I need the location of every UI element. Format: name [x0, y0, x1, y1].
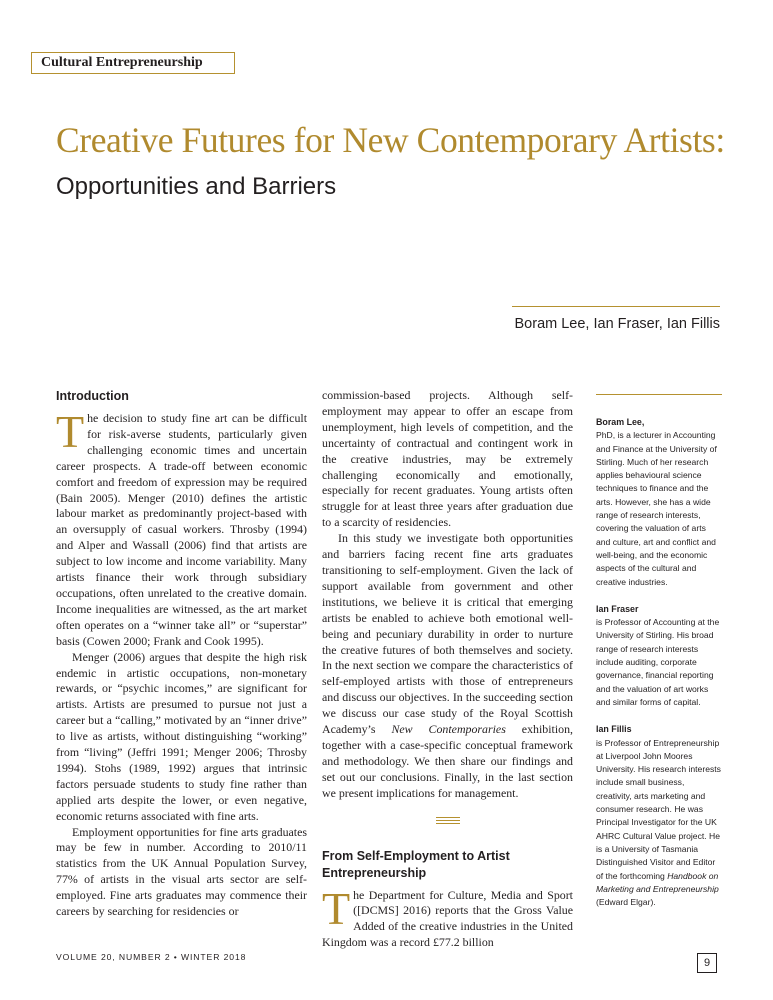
- authors-divider: [512, 306, 720, 307]
- dropcap-section2: T: [322, 882, 351, 934]
- section2-paragraph-1: The Department for Culture, Media and Sport ([DCMS] 2016) reports that the Gross Value Added of the creative industries in the United Kingdom was a record £77.2 billion: [322, 882, 573, 950]
- article-subtitle: Opportunities and Barriers: [56, 173, 337, 200]
- footer-issue-info: VOLUME 20, NUMBER 2 • WINTER 2018: [56, 952, 247, 962]
- intro-paragraph-4: commission-based projects. Although self-employment may appear to offer an escape from unemployment, high levels of competition, and the uncertainty of contractual and contingent work in the creative industries, may be extremely challenging economically and emotionally, especially for recent graduates. Young artists often struggle for at least three years after graduation due to a scarcity of residencies.: [322, 388, 573, 530]
- intro-paragraph-2: Menger (2006) argues that despite the high risk endemic in artistic occupations, non-monetary rewards, or “psychic incomes,” are significant for artists. Artists are presumed to pursue not just a career but a “calling,” motivated by an “inner drive” to live as artists, without distinguishing “working” from “living” (Jeffri 1991; Menger 2006; Throsby 1994). Stohs (1989, 1992) argues that intrinsic factors persuade students to study fine rather than applied arts despite the lower, or even negative, economic returns associated with fine arts.: [56, 649, 307, 823]
- section2-heading: From Self-Employment to Artist Entrepreneurship: [322, 848, 510, 880]
- bio-text-boram-lee: PhD, is a lecturer in Accounting and Finance at the University of Stirling. Much of her research applies behavioural science techniques to finance and the arts. However, she has a wide range of research interests, covering the valuation of arts and culture, art and conflict and well-being, and the economic aspects of the cultural and creative industries.: [596, 430, 717, 587]
- exhibition-title: New Contemporaries: [391, 722, 506, 737]
- bio-name-boram-lee: Boram Lee,: [596, 417, 645, 427]
- bio-text-ian-fillis: is Professor of Entrepreneurship at Liverpool John Moores University. His research interests include small business, creativity, arts marketing and consumer research. He was Principal Investigator for the UK AHRC Cultural Value project. He is a University of Tasmania Distinguished Visitor and Editor of the forthcoming Handbook on Marketing and Entrepreneurship (Edward Elgar).: [596, 737, 721, 908]
- section-divider-ornament: [322, 816, 573, 826]
- bio-name-ian-fraser: Ian Fraser: [596, 603, 639, 614]
- bio-text-ian-fraser: is Professor of Accounting at the University of Stirling. His broad range of research interests include auditing, corporate governance, financial reporting and the valuation of art works and similar forms of capital.: [596, 617, 720, 707]
- introduction-heading: Introduction: [56, 389, 129, 403]
- column-left: [56, 388, 307, 920]
- bio-name-ian-fillis: Ian Fillis: [596, 724, 632, 735]
- page-number: 9: [697, 953, 717, 973]
- intro-paragraph-1: The decision to study fine art can be difficult for risk-averse students, particularly given challenging economic times and uncertain career prospects. A trade-off between economic comfort and freedom of expression may be required (Bain 2005). Menger (2010) defines the artistic labour market as predominantly project-based with an oversupply of casual workers. Throsby (1994) and Alper and Wassall (2006) find that artists are subject to low income and income variability. Many artists finance their work through subsidiary occupations, often unrelated to the creative domain. Income inequalities are witnessed, as the art market often operates on a “winner take all” or “superstar” basis (Cowen 2000; Frank and Cook 1995).: [56, 406, 307, 648]
- intro-paragraph-5: In this study we investigate both opportunities and barriers facing recent fine arts graduates transitioning to self-employment. Given the lack of support available from government and other institutions, we believe it is critical that emerging artists be enabled to achieve both emotional well-being and pecuniary durability in order to nurture the creative futures of both themselves and society. In the next section we compare the characteristics of self-employed artists with those of entrepreneurs and discuss our objectives. In the succeeding section we discuss our case study of the Royal Scottish Academy’s New Contemporaries exhibition, together with a case-specific conceptual framework and methodology. We then share our findings and set out our conclusions. Finally, in the last section we present implications for management.: [322, 531, 573, 800]
- book-title: Handbook on Marketing and Entrepreneurship: [596, 870, 719, 894]
- intro-paragraph-3: Employment opportunities for fine arts graduates may be few in number. According to 2010/11 statistics from the UK Annual Population Survey, 77% of artists in the visual arts sector are self-employed. Fine arts graduates may commence their careers by searching for residencies or: [56, 824, 307, 919]
- column-middle: [322, 388, 573, 951]
- author-bios-sidebar: [596, 394, 722, 921]
- article-title: Creative Futures for New Contemporary Artists:: [56, 120, 725, 160]
- dropcap-intro: T: [56, 406, 85, 457]
- section-tag: Cultural Entrepreneurship: [31, 52, 235, 74]
- authors: Boram Lee, Ian Fraser, Ian Fillis: [514, 316, 720, 332]
